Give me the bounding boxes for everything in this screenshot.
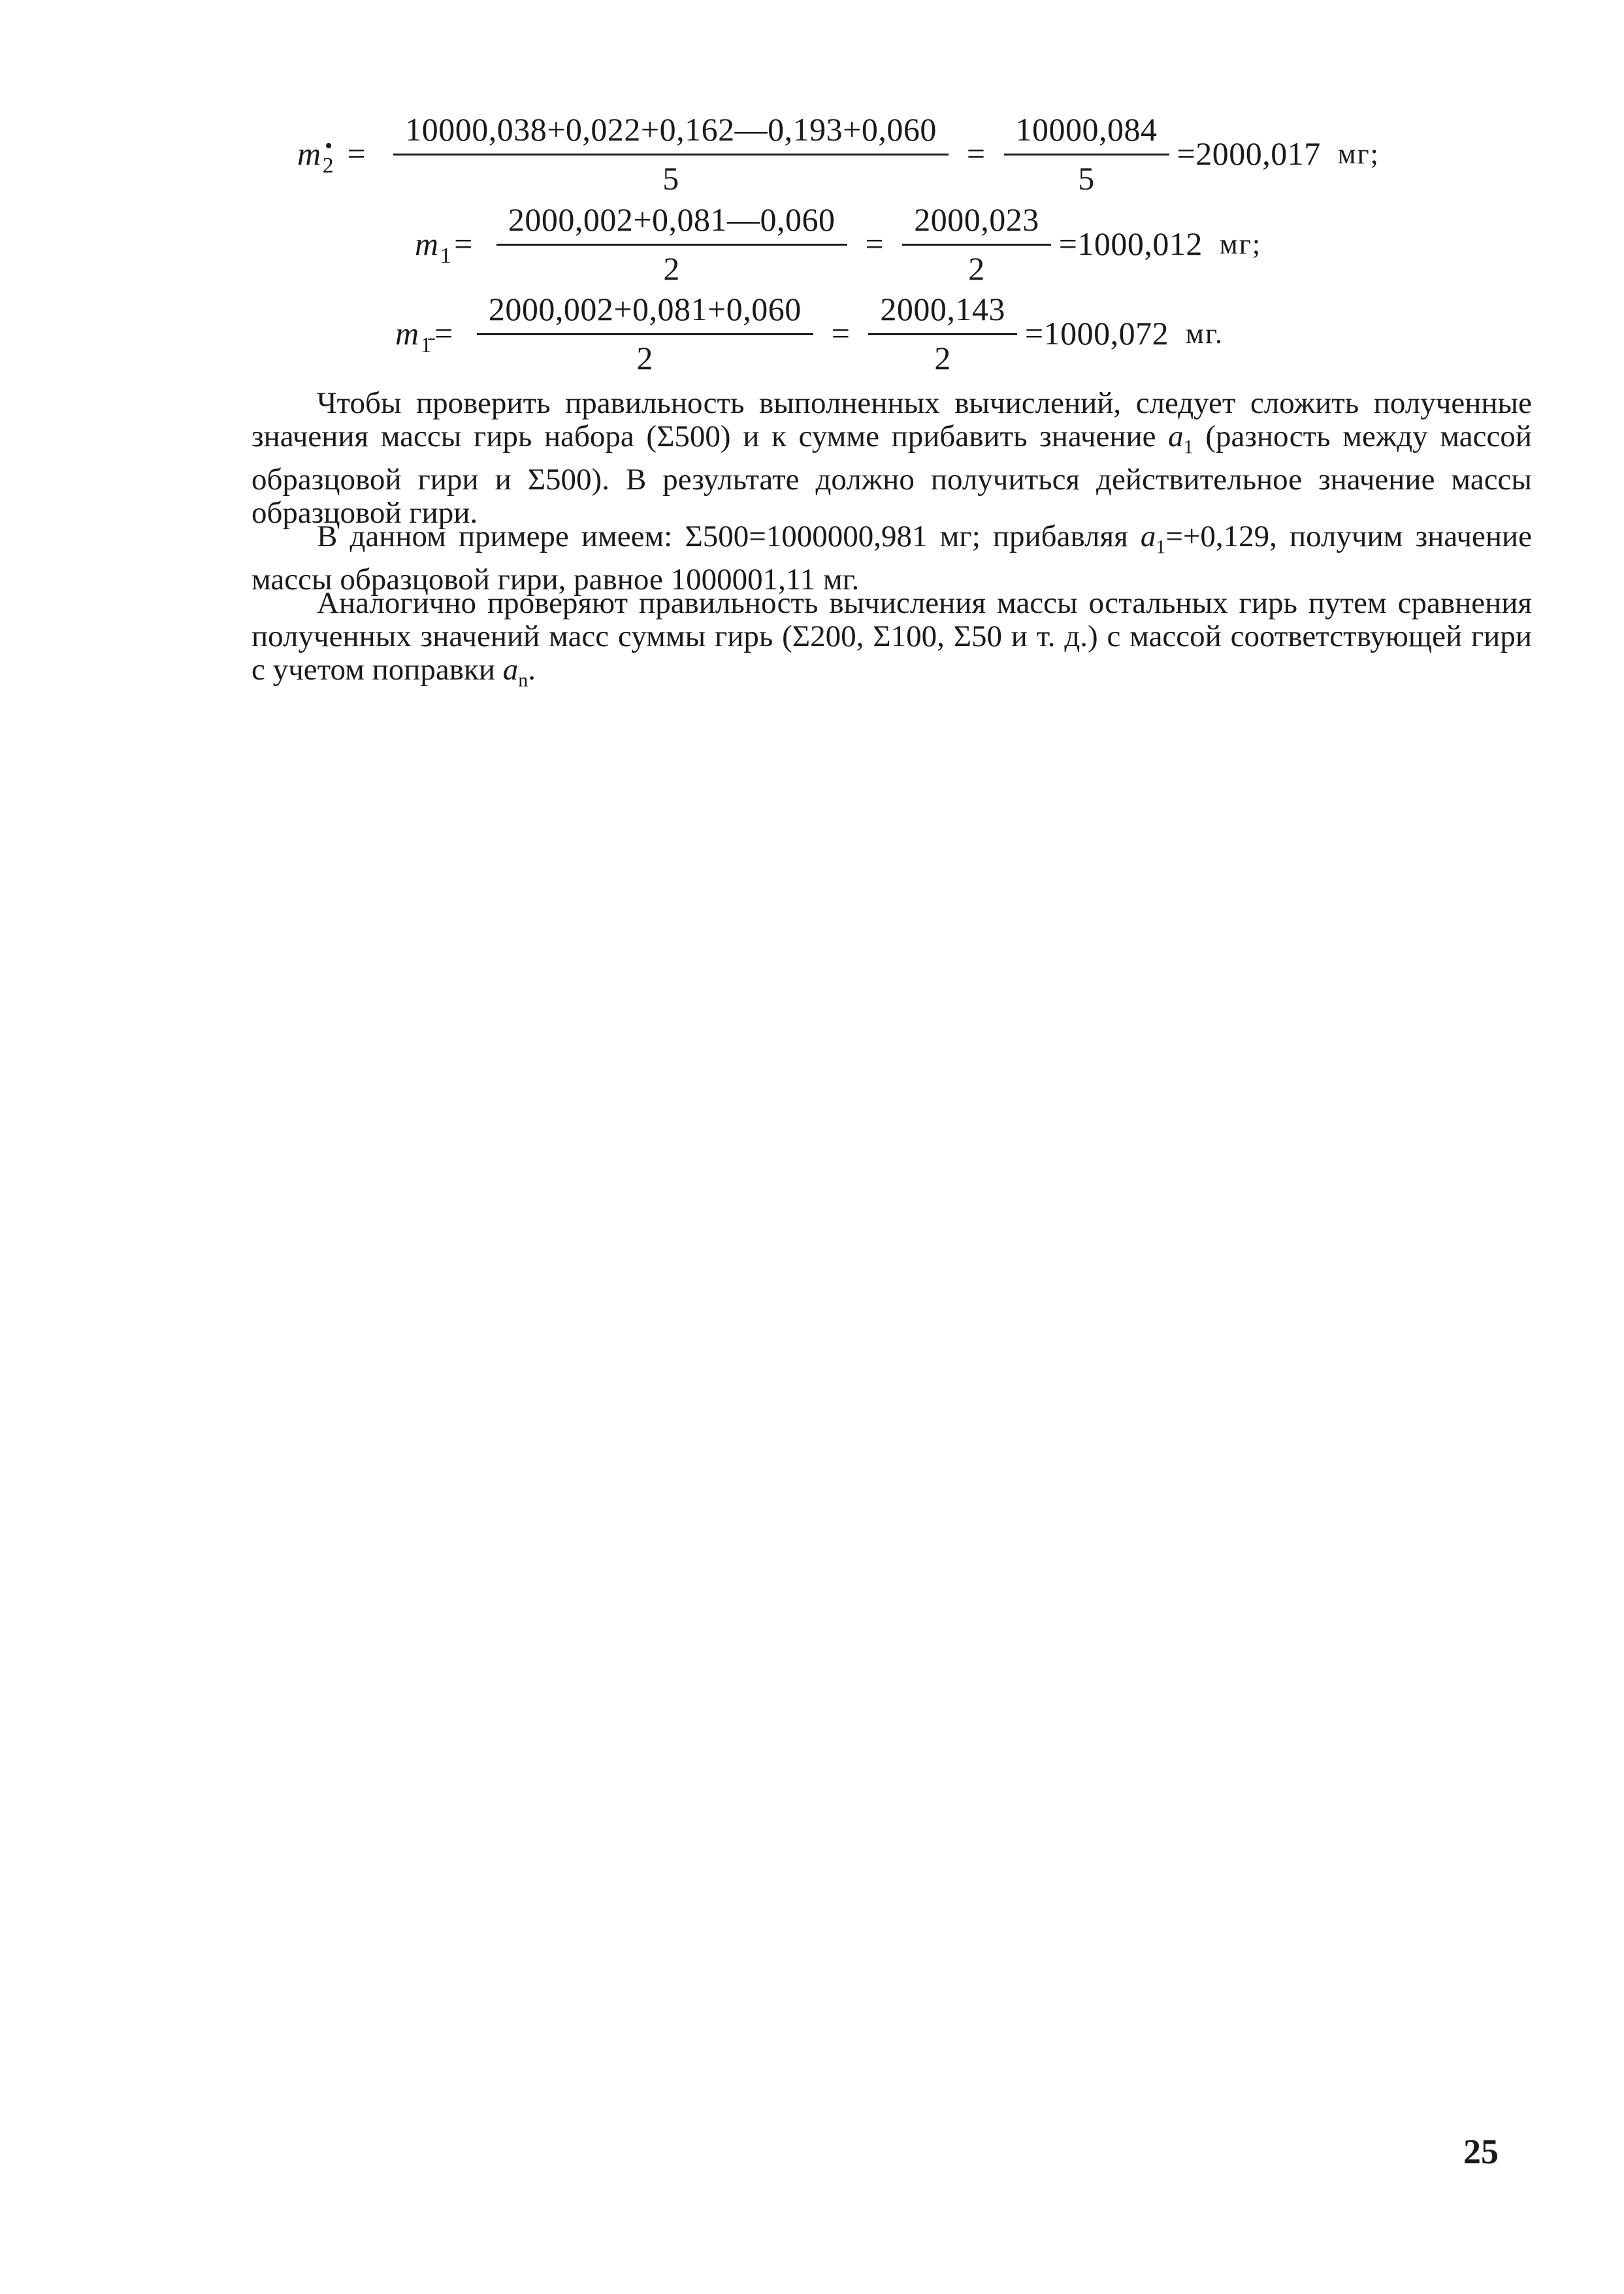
paragraph-verification xyxy=(252,387,1532,530)
formula-unit: мг; xyxy=(1219,227,1262,260)
fraction-simplified xyxy=(868,290,1017,377)
formula-result: =1000,012 xyxy=(1058,225,1203,262)
fraction-simplified xyxy=(1004,110,1169,197)
fraction-numerator: 2000,023 xyxy=(902,201,1051,246)
formula-lhs xyxy=(297,134,334,178)
page-number: 25 xyxy=(1463,2132,1499,2171)
variable-subscript: 1 xyxy=(1156,536,1166,558)
equals-sign: = xyxy=(865,225,885,262)
equals-sign: = xyxy=(831,315,851,352)
formula-m1 xyxy=(415,195,1261,293)
fraction-denominator: 5 xyxy=(1078,159,1095,197)
fraction-numerator: 2000,143 xyxy=(868,290,1017,335)
variable-a: a xyxy=(1140,519,1156,553)
formula-m1-bar xyxy=(395,284,1224,382)
fraction-main xyxy=(496,201,847,287)
fraction-denominator: 5 xyxy=(662,159,679,197)
paragraph-text: Чтобы проверить правильность выполненных вычислений, следует сложить полученные значения массы гирь набора (Σ500) и к сумме прибавить значение xyxy=(252,386,1532,453)
equals-sign: = xyxy=(454,225,473,262)
paragraph-text: Аналогично проверяют правильность вычисления массы остальных гирь путем сравнения полученных значений масс суммы гирь (Σ200, Σ100, Σ50 и т. д.) с массой соответствующей гири с учетом поправки xyxy=(252,586,1532,687)
paragraph-text: В данном примере имеем: Σ500=1000000,981 мг; прибавляя xyxy=(317,519,1141,553)
paragraph-text: . xyxy=(528,653,536,687)
fraction-denominator: 2 xyxy=(663,250,680,287)
variable-a: a xyxy=(502,653,519,687)
fraction-numerator: 10000,084 xyxy=(1004,110,1169,156)
lhs-subscript: 2 xyxy=(322,154,334,178)
equals-sign: = xyxy=(966,135,986,172)
lhs-symbol: m xyxy=(297,135,321,172)
fraction-denominator: 2 xyxy=(968,250,985,287)
paragraph-analogy xyxy=(252,587,1532,696)
formula-result: =2000,017 xyxy=(1177,135,1321,172)
lhs-subscript: 1̄ xyxy=(420,333,432,357)
formula-unit: мг. xyxy=(1186,317,1224,350)
fraction-denominator: 2 xyxy=(934,339,951,376)
paragraph-example xyxy=(252,520,1532,597)
fraction-simplified xyxy=(902,201,1051,287)
fraction-numerator: 10000,038+0,022+0,162—0,193+0,060 xyxy=(393,110,949,156)
fraction-denominator: 2 xyxy=(636,339,654,376)
fraction-numerator: 2000,002+0,081—0,060 xyxy=(496,201,847,246)
formula-result: =1000,072 xyxy=(1024,315,1169,352)
variable-subscript: 1 xyxy=(1183,436,1194,458)
paragraph-text: =+0,129, получим значение массы образцовой гири, равное 1000001,11 мг. xyxy=(252,519,1532,597)
formula-lhs xyxy=(395,314,432,357)
lhs-symbol: m xyxy=(395,315,419,352)
fraction-main xyxy=(477,290,813,377)
formula-m2 xyxy=(297,105,1380,203)
equals-sign: = xyxy=(347,135,366,172)
paragraph-text: (разность между массой образцовой гири и Σ500). В результате должно получиться действительное значение массы образцовой гири. xyxy=(252,419,1532,531)
formula-lhs xyxy=(415,225,452,268)
formula-unit: мг; xyxy=(1337,137,1380,170)
lhs-symbol: m xyxy=(415,225,439,262)
lhs-mark: • xyxy=(325,134,333,158)
variable-a: a xyxy=(1168,419,1184,453)
variable-subscript: n xyxy=(518,669,528,691)
fraction-main xyxy=(393,110,949,197)
lhs-subscript: 1 xyxy=(440,244,452,268)
fraction-numerator: 2000,002+0,081+0,060 xyxy=(477,290,813,335)
equals-sign: = xyxy=(434,315,453,352)
